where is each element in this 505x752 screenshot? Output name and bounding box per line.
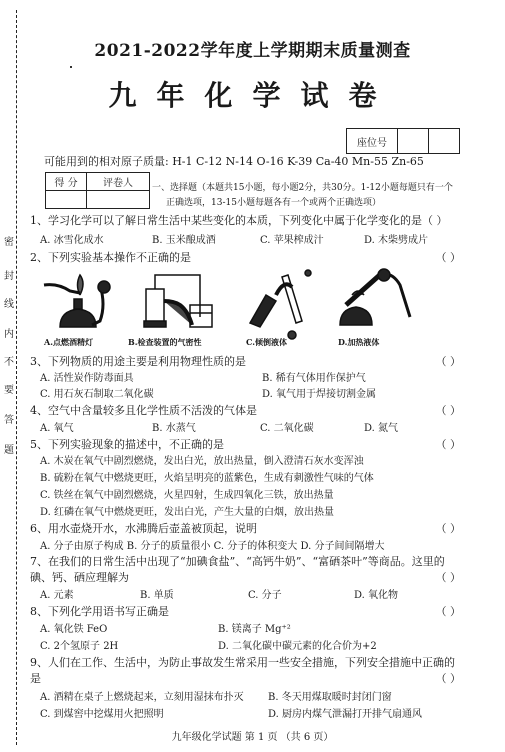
answer-bracket: （ ）: [435, 438, 461, 451]
option: C. 2个氢原子 2H: [40, 641, 119, 652]
binding-char: 要: [4, 385, 14, 396]
seat-cell: [429, 129, 460, 154]
binding-char: 答: [4, 415, 14, 426]
option: D. 红磷在氧气中燃烧更旺，发出白光，产生大量的白烟，放出热量: [40, 507, 335, 518]
score-table: [45, 172, 150, 209]
option: A. 元素: [40, 590, 74, 601]
question-stem: 8、下列化学用语书写正确是: [30, 605, 169, 618]
option: B. 稀有气体用作保护气: [262, 373, 366, 384]
score-cell: [46, 191, 87, 209]
binding-line: [16, 10, 17, 745]
binding-char: 题: [4, 445, 14, 456]
speck: [70, 66, 72, 68]
option: C. 铁丝在氧气中剧烈燃烧，火星四射，生成四氧化三铁，放出热量: [40, 490, 334, 501]
option: D. 氮气: [364, 423, 399, 434]
question-stem: 6、用水壶烧开水，水沸腾后壶盖被顶起，说明: [30, 522, 257, 535]
question-stem: 1、学习化学可以了解日常生活中某些变化的本质，下列变化中属于化学变化的是（ ）: [30, 214, 448, 227]
option: D. 木柴劈成片: [364, 235, 429, 246]
option: D. 厨房内煤气泄漏打开排气扇通风: [268, 709, 423, 720]
section-line: 正确选项，13-15小题每题各有一个或两个正确选项）: [166, 198, 381, 208]
question-stem-continued: 是: [30, 672, 41, 685]
image-caption: B.检查装置的气密性: [128, 337, 202, 347]
question-stem: 5、下列实验现象的描述中，不正确的是: [30, 438, 224, 451]
option: D. 氧化物: [354, 590, 399, 601]
question-stem: 7、在我们的日常生活中出现了“加碘食盐”、“高钙牛奶”、“富硒茶叶”等商品。这里的: [30, 555, 445, 568]
question-stem: 9、人们在工作、生活中，为防止事故发生常采用一些安全措施，下列安全措施中正确的: [30, 656, 455, 669]
question-stem-continued: 碘、钙、硒应理解为: [30, 571, 129, 584]
option: A. 木炭在氧气中剧烈燃烧，发出白光，放出热量，倒入澄清石灰水变浑浊: [40, 456, 364, 467]
exam-title: 九年化学试卷: [108, 79, 397, 112]
image-caption: C.倾倒液体: [246, 337, 288, 347]
answer-bracket: （ ）: [435, 251, 461, 264]
option: B. 冬天用煤取暖时封闭门窗: [268, 692, 392, 703]
seat-number-table: [346, 128, 460, 154]
option: C. 用石灰石制取二氧化碳: [40, 389, 154, 400]
answer-bracket: （ ）: [435, 404, 461, 417]
option: C. 分子: [248, 590, 282, 601]
answer-bracket: （ ）: [435, 355, 461, 368]
option: C. 到煤窖中挖煤用火把照明: [40, 709, 164, 720]
option: A. 活性炭作防毒面具: [40, 373, 134, 384]
answer-bracket: （ ）: [435, 571, 461, 584]
page-footer: 九年级化学试题 第 1 页 （共 6 页）: [171, 732, 334, 743]
seat-cell: [398, 129, 429, 154]
answer-bracket: （ ）: [435, 522, 461, 535]
option: B. 玉米酿成酒: [152, 235, 216, 246]
question-stem: 3、下列物质的用途主要是利用物理性质的是: [30, 355, 246, 368]
option: B. 硫粉在氧气中燃烧更旺，火焰呈明亮的蓝紫色，生成有刺激性气味的气体: [40, 473, 374, 484]
binding-char: 线: [4, 299, 14, 310]
option: A. 氧气: [40, 423, 74, 434]
binding-char: 不: [4, 357, 14, 368]
seat-label: 座位号: [347, 129, 398, 154]
answer-bracket: （ ）: [435, 605, 461, 618]
option: D. 二氧化碳中碳元素的化合价为+2: [218, 641, 377, 652]
binding-char: 内: [4, 329, 14, 340]
image-caption: D.加热液体: [338, 337, 380, 347]
airtightness-illustration: [144, 275, 212, 327]
score-label: 得 分: [46, 173, 87, 191]
option: B. 镁离子 Mg⁺²: [218, 624, 291, 635]
option: C. 苹果榨成汁: [260, 235, 324, 246]
grader-label: 评卷人: [87, 173, 150, 191]
pour-liquid-illustration: [250, 270, 311, 339]
option: B. 水蒸气: [152, 423, 196, 434]
atomic-masses: 可能用到的相对原子质量: H-1 C-12 N-14 O-16 K-39 Ca-40 Mn-55 Zn-65: [44, 155, 424, 168]
section-instructions: [152, 181, 497, 211]
section-line: 一、选择题（本题共15小题，每小题2分，共30分。1-12小题每题只有一个: [152, 183, 453, 193]
alcohol-lamp-illustration: [44, 275, 110, 327]
binding-char: 封: [4, 271, 14, 282]
grader-cell: [87, 191, 150, 209]
exam-term-title: 2021-2022学年度上学期期末质量测查: [94, 41, 411, 61]
answer-bracket: （ ）: [435, 672, 461, 685]
image-caption: A.点燃酒精灯: [44, 337, 93, 347]
option: A. 氧化铁 FeO: [40, 624, 108, 635]
question-stem: 4、空气中含量较多且化学性质不活泼的气体是: [30, 404, 257, 417]
option: A. 分子由原子构成 B. 分子的质量很小 C. 分子的体积变大 D. 分子间间隔增大: [40, 541, 385, 552]
binding-char: 密: [4, 237, 14, 248]
option: B. 单质: [140, 590, 174, 601]
heat-liquid-illustration: [340, 269, 410, 325]
option: A. 酒精在桌子上燃烧起来，立刻用湿抹布扑灭: [40, 692, 244, 703]
option: A. 冰雪化成水: [40, 235, 104, 246]
question-stem: 2、下列实验基本操作不正确的是: [30, 251, 191, 264]
option: C. 二氧化碳: [260, 423, 314, 434]
lab-illustrations: [40, 265, 470, 345]
option: D. 氧气用于焊接切割金属: [262, 389, 377, 400]
